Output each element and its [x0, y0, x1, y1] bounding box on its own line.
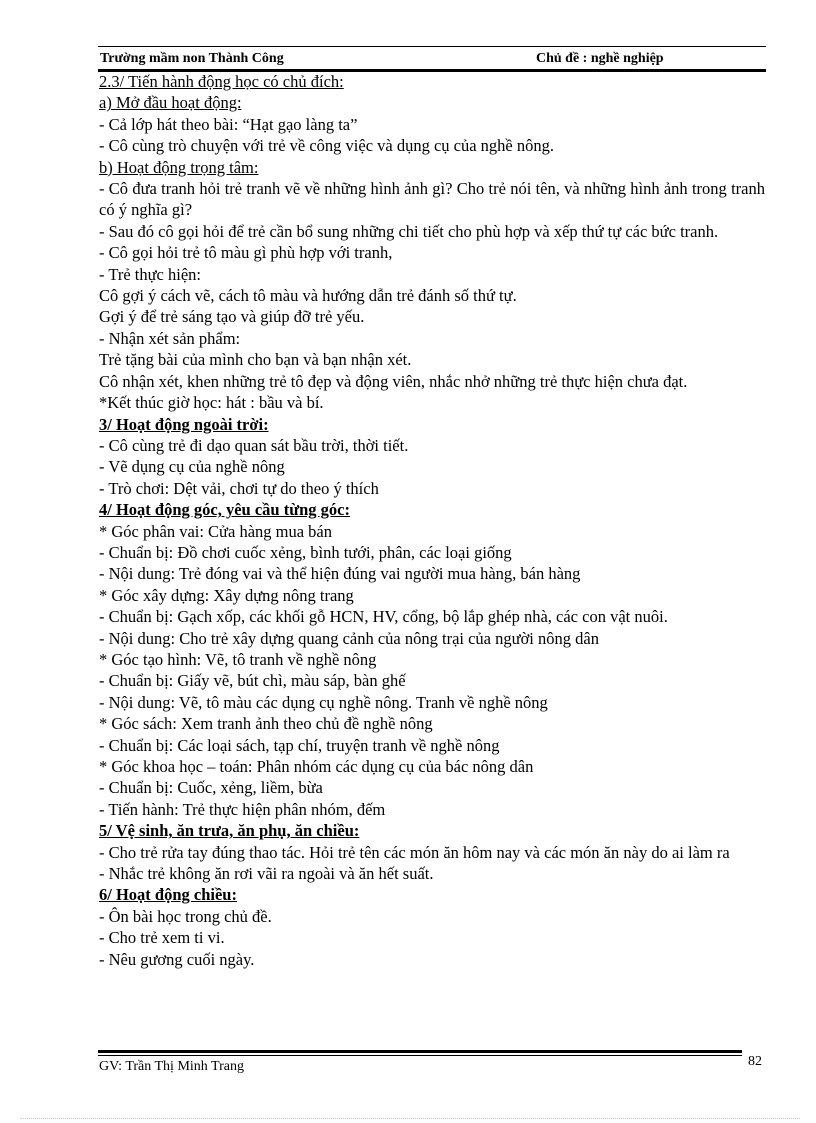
teacher-name: GV: Trần Thị Minh Trang: [99, 1059, 244, 1074]
content-line-text: - Nêu gương cuối ngày.: [99, 949, 255, 969]
content-line-text: * Góc xây dựng: Xây dựng nông trang: [99, 585, 354, 605]
content-line: [99, 285, 765, 306]
content-line: [99, 114, 765, 135]
content-line-text: - Chuẩn bị: Giấy vẽ, bút chì, màu sáp, bàn ghế: [99, 671, 406, 691]
content-line-text: - Nhắc trẻ không ăn rơi vãi ra ngoài và ăn hết suất.: [99, 864, 434, 884]
content-line-text: - Vẽ dụng cụ của nghề nông: [99, 457, 285, 477]
content-line: [99, 649, 765, 670]
content-line: [99, 178, 765, 221]
content-line: [99, 499, 765, 520]
content-line: [99, 756, 765, 777]
topic-label: Chủ đề : nghề nghiệp: [536, 51, 664, 66]
content-line-text: Trẻ tặng bài của mình cho bạn và bạn nhận xét.: [99, 350, 412, 370]
content-line: [99, 863, 765, 884]
content-line: [99, 478, 765, 499]
content-line-text: 2.3/ Tiến hành động học có chủ đích:: [99, 72, 344, 91]
content-line-text: - Cả lớp hát theo bài: “Hạt gạo làng ta”: [99, 114, 358, 134]
content-line-text: * Góc phân vai: Cửa hàng mua bán: [99, 521, 333, 541]
content-line: [99, 306, 765, 327]
content-line-text: - Chuẩn bị: Gạch xốp, các khối gỗ HCN, HV, cổng, bộ lắp ghép nhà, các con vật nuôi.: [99, 607, 668, 627]
content-line: [99, 392, 765, 413]
content-line: [99, 927, 765, 948]
content-line-text: - Chuẩn bị: Đồ chơi cuốc xẻng, bình tưới, phân, các loại giống: [99, 542, 512, 562]
content-line: [99, 71, 765, 92]
content-line: [99, 799, 765, 820]
content-line-text: * Góc tạo hình: Vẽ, tô tranh về nghề nông: [99, 649, 377, 669]
content-line: [99, 349, 765, 370]
content-line: [99, 221, 765, 242]
content-line-text: 4/ Hoạt động góc, yêu cầu từng góc:: [99, 500, 350, 520]
content-line-text: - Nhận xét sản phẩm:: [99, 328, 241, 348]
content-line: [99, 777, 765, 798]
content-line-text: - Nội dung: Vẽ, tô màu các dụng cụ nghề nông. Tranh về nghề nông: [99, 692, 548, 712]
content-line-text: - Tiến hành: Trẻ thực hiện phân nhóm, đếm: [99, 799, 386, 819]
content-line-text: - Trò chơi: Dệt vải, chơi tự do theo ý thích: [99, 478, 379, 498]
content-line: [99, 606, 765, 627]
content-line: [99, 949, 765, 970]
content-line-text: - Cô gọi hỏi trẻ tô màu gì phù hợp với tranh,: [99, 243, 393, 263]
school-name: Trường mầm non Thành Công: [100, 51, 284, 66]
content-line-text: * Góc sách: Xem tranh ảnh theo chủ đề nghề nông: [99, 714, 433, 734]
content-line: [99, 542, 765, 563]
content-line: [99, 670, 765, 691]
content-line-text: * Góc khoa học – toán: Phân nhóm các dụng cụ của bác nông dân: [99, 757, 534, 776]
content-line: [99, 328, 765, 349]
page-edge-divider: [20, 1118, 800, 1119]
content-line: [99, 628, 765, 649]
content-line: [99, 713, 765, 734]
content-line-text: Cô nhận xét, khen những trẻ tô đẹp và động viên, nhắc nhở những trẻ thực hiện chưa đạt.: [99, 371, 688, 391]
content-line-text: b) Hoạt động trọng tâm:: [99, 157, 259, 177]
content-line-text: Gợi ý để trẻ sáng tạo và giúp đỡ trẻ yếu.: [99, 307, 365, 327]
page-header: [98, 46, 766, 72]
content-line-text: Cô gợi ý cách vẽ, cách tô màu và hướng dẫn trẻ đánh số thứ tự.: [99, 286, 517, 306]
footer-rule: [98, 1050, 742, 1056]
content-line-text: - Cho trẻ xem ti vi.: [99, 928, 225, 948]
content-line-text: - Trẻ thực hiện:: [99, 264, 201, 284]
content-line-text: - Cô đưa tranh hỏi trẻ tranh vẽ về những hình ảnh gì? Cho trẻ nói tên, và những hình ảnh trong tranh có ý nghĩa gì?: [99, 179, 765, 220]
content-line-text: a) Mở đầu hoạt động:: [99, 93, 242, 113]
content-line: [99, 884, 765, 905]
content-line: [99, 521, 765, 542]
content-line: [99, 820, 765, 841]
content-line-text: - Cô cùng trẻ đi dạo quan sát bầu trời, thời tiết.: [99, 435, 409, 455]
content-line-text: - Cho trẻ rửa tay đúng thao tác. Hỏi trẻ tên các món ăn hôm nay và các món ăn này do ai làm ra: [99, 842, 730, 862]
content-line-text: 6/ Hoạt động chiều:: [99, 885, 237, 905]
content-line: [99, 906, 765, 927]
content-line: [99, 371, 765, 392]
content-line: [99, 456, 765, 477]
content-line-text: 3/ Hoạt động ngoài trời:: [99, 414, 269, 434]
content-line: [99, 135, 765, 156]
lesson-content: [99, 71, 765, 970]
content-line-text: - Chuẩn bị: Cuốc, xẻng, liềm, bừa: [99, 778, 323, 798]
content-line-text: - Cô cùng trò chuyện với trẻ về công việc và dụng cụ của nghề nông.: [99, 136, 555, 156]
content-line-text: 5/ Vệ sinh, ăn trưa, ăn phụ, ăn chiều:: [99, 821, 360, 841]
content-line-text: - Sau đó cô gọi hỏi để trẻ cần bổ sung những chi tiết cho phù hợp và xếp thứ tự các bức tranh.: [99, 221, 719, 241]
content-line-text: *Kết thúc giờ học: hát : bầu và bí.: [99, 393, 324, 413]
content-line: [99, 585, 765, 606]
content-line: [99, 735, 765, 756]
content-line: [99, 242, 765, 263]
content-line-text: - Ôn bài học trong chủ đề.: [99, 906, 272, 926]
content-line-text: - Nội dung: Trẻ đóng vai và thể hiện đúng vai người mua hàng, bán hàng: [99, 564, 581, 584]
content-line: [99, 692, 765, 713]
content-line: [99, 157, 765, 178]
content-line: [99, 842, 765, 863]
content-line: [99, 92, 765, 113]
content-line-text: - Nội dung: Cho trẻ xây dựng quang cảnh của nông trại của người nông dân: [99, 628, 599, 648]
content-line-text: - Chuẩn bị: Các loại sách, tạp chí, truyện tranh về nghề nông: [99, 735, 500, 755]
content-line: [99, 435, 765, 456]
content-line: [99, 264, 765, 285]
content-line: [99, 563, 765, 584]
content-line: [99, 414, 765, 435]
page-number: 82: [748, 1054, 762, 1069]
